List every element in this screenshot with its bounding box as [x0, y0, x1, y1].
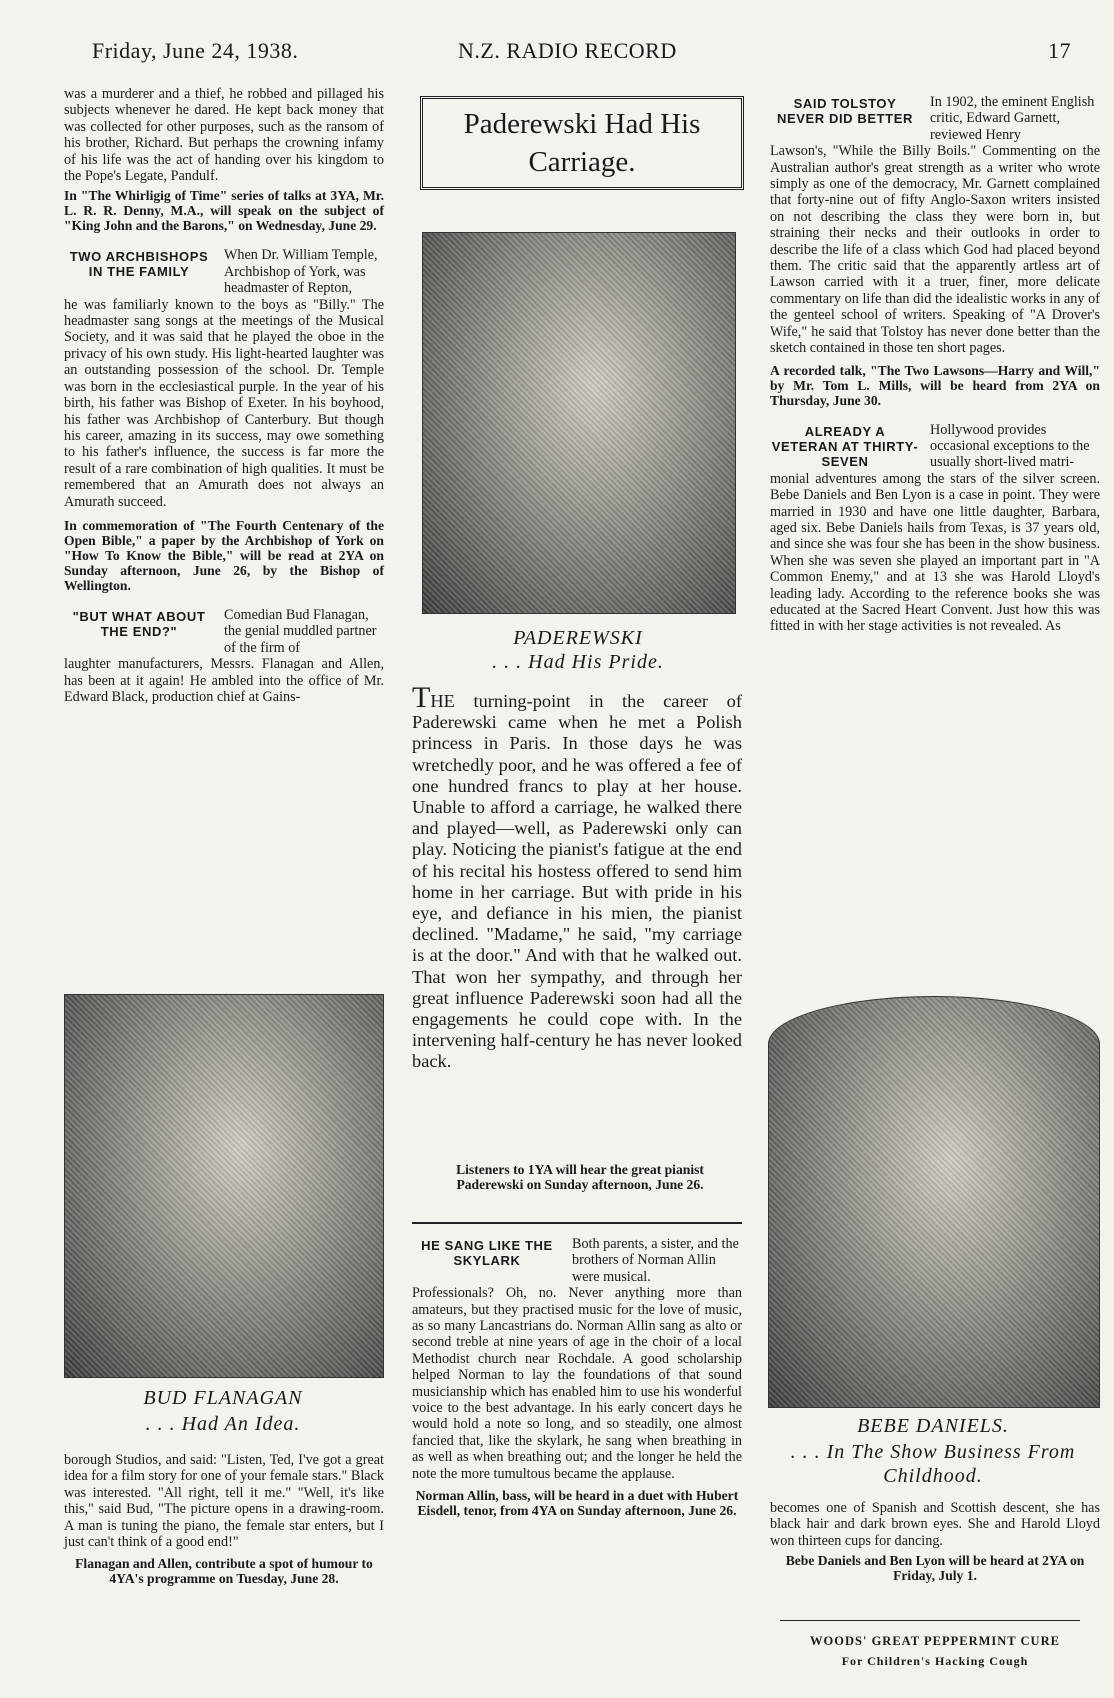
archbishops-section	[64, 247, 384, 296]
right-column-continued	[770, 1500, 1100, 1587]
skylark-body: Professionals? Oh, no. Never anything more than amateurs, but they practised music for the love of music, as so many Lancastrians do. Norman Allin sang as alto or second treble at nine years of age in the choir of a local Methodist church near Rochdale. A good scholarship helped Norman to lay the foundations of that sound musicianship which has enabled him to use his wonderful voice to the best advantage. In his early concert days he would hold a note so long, and so steadily, one almost fancied that, like the skylark, he sang when breathing in as well as when breathing out; and the longer he held the note the more tumultous became the applause.	[412, 1285, 742, 1482]
paderewski-photo	[422, 232, 736, 614]
right-divider-rule	[780, 1620, 1080, 1621]
page-number: 17	[1048, 38, 1071, 63]
tolstoy-body: Lawson's, "While the Billy Boils." Commenting on the Australian author's great strength as a writer who wrote simply as one of the democracy, Mr. Garnett complained that forty-nine out of fifty Anglo-Saxon writers insisted on not describing the class they were born in, but straining their necks and their outlooks in order to describe the life of a class which God had placed beyond them. The critic said that the apparently artless art of Lawson carried with it a truer, finer, more delicate commentary on life than did the idealistic works in any of the genteel school of writers. Speaking of "A Drover's Wife," he said that Tolstoy has never done better than the sketch contained in those ten short pages.	[770, 143, 1100, 357]
skylark-note: Norman Allin, bass, will be heard in a duet with Hubert Eisdell, tenor, from 4YA on Sunday afternoon, June 26.	[415, 1488, 739, 1519]
archbishops-lead: When Dr. William Temple, Archbishop of York, was headmaster of Repton,	[224, 247, 378, 297]
bebe-note: Bebe Daniels and Ben Lyon will be heard at 2YA on Friday, July 1.	[785, 1553, 1085, 1584]
paderewski-story	[412, 681, 742, 1077]
bebe-daniels-photo	[768, 996, 1100, 1408]
veteran-body: monial adventures among the stars of the silver screen. Bebe Daniels and Ben Lyon is a case in point. They were married in 1930 and have one little daughter, Barbara, aged six. Bebe Daniels hails from Texas, is 37 years old, and since she was four she has been in the show business. When she was seven she played an important part in "A Common Enemy," and at 13 she was Harold Lloyd's leading lady. According to the reference books she was educated at the Sacred Heart Convent. Just how this was fitted in with her stage activities is not revealed. As	[770, 470, 1100, 635]
paderewski-note: Listeners to 1YA will hear the great pianist Paderewski on Sunday afternoon, June 26.	[456, 1162, 704, 1192]
tolstoy-heading: SAID TOLSTOY NEVER DID BETTER	[776, 96, 913, 126]
flanagan-continued: borough Studios, and said: "Listen, Ted, I've got a great idea for a film story for one of your female stars." Black was interested. "All right, tell it me." "Well, it's like this," said Bud, "The picture opens in a drawing-room. A man is tuning the piano, the female star enters, but I just can't think of a good end!"	[64, 1452, 384, 1551]
bud-flanagan-photo	[64, 994, 384, 1378]
left-column	[64, 86, 384, 709]
but-what-section	[64, 607, 384, 656]
skylark-lead: Both parents, a sister, and the brothers of Norman Allin were musical.	[572, 1236, 739, 1285]
archbishops-note: In commemoration of "The Fourth Centenary of the Open Bible," a paper by the Archbishop of York on "How To Know the Bible," will be read at 2YA on Sunday afternoon, June 26, by the Bishop of Wellington.	[64, 517, 384, 593]
but-what-body: laughter manufacturers, Messrs. Flanagan and Allen, has been at it again! He ambled into the office of Mr. Edward Black, production chief at Gains-	[64, 656, 384, 705]
bebe-daniels-caption-sub: . . . In The Show Business From Childhood.	[790, 1441, 1076, 1487]
veteran-heading: ALREADY A VETERAN AT THIRTY-SEVEN	[771, 423, 919, 469]
bud-flanagan-caption-name: BUD FLANAGAN	[143, 1387, 303, 1409]
dropcap-letter: T	[412, 681, 431, 714]
tolstoy-note: A recorded talk, "The Two Lawsons—Harry and Will," by Mr. Tom L. Mills, will be heard from 2YA on Thursday, June 30.	[770, 362, 1100, 408]
but-what-lead: Comedian Bud Flanagan, the genial muddled partner of the firm of	[224, 606, 377, 656]
tolstoy-lead: In 1902, the eminent English critic, Edward Garnett, reviewed Henry	[930, 94, 1095, 143]
issue-date: Friday, June 24, 1938.	[92, 38, 299, 63]
flanagan-note: Flanagan and Allen, contribute a spot of humour to 4YA's programme on Tuesday, June 28.	[75, 1556, 373, 1587]
right-column	[770, 94, 1100, 639]
bebe-continued: becomes one of Spanish and Scottish descent, she has black hair and dark brown eyes. She and Harold Lloyd won thirteen cups for dancing.	[770, 1500, 1100, 1549]
intro-paragraph: was a murderer and a thief, he robbed and pillaged his subjects whenever he dared. He kept back money that was collected for other purposes, such as the ransom of his brother, Richard. But perhaps the crowning infamy of his life was the act of handing over his kingdom to the Pope's Legate, Pandulf.	[64, 86, 384, 185]
skylark-section	[412, 1228, 742, 1522]
archbishops-heading: TWO ARCHBISHOPS IN THE FAMILY	[69, 249, 209, 280]
paderewski-caption-name: PADEREWSKI	[513, 627, 643, 649]
skylark-heading: HE SANG LIKE THE SKYLARK	[421, 1238, 553, 1268]
bud-flanagan-caption-sub: . . . Had An Idea.	[145, 1413, 301, 1435]
but-what-heading: "BUT WHAT ABOUT THE END?"	[72, 608, 206, 639]
peppermint-ad-line1: WOODS' GREAT PEPPERMINT CURE	[810, 1634, 1060, 1648]
paderewski-caption-sub: . . . Had His Pride.	[492, 651, 664, 673]
paderewski-story-text: HE turning-point in the career of Paderewski came when he met a Polish princess in Paris. In those days he was wretchedly poor, and he was offered a fee of one hundred francs to play at her house. Unable to afford a carriage, he walked there and played—well, as Paderewski only can play. Noticing the pianist's fatigue at the end of his recital his hostess offered to send him home in her carriage. But with pride in his eye, and defiance in his mien, the pianist declined. "Madame," he said, "my carriage is at the door." And with that he walked out. That won her sympathy, and through her great influence Paderewski soon had all the engagements he could cope with. In the intervening half-century he has never looked back.	[412, 691, 742, 1072]
publication-title: N.Z. RADIO RECORD	[458, 38, 677, 63]
archbishops-body: he was familiarly known to the boys as "Billy." The headmaster sang songs at the meetings of the Musical Society, and it was said that he played the oboe in the privacy of his own study. His light-hearted laughter was an outstanding possession of the school. Dr. Temple was born in the ecclesiastical purple. In the year of his birth, his father was Bishop of Exeter. In his boyhood, his father was Archbishop of Canterbury. But though his career, amazing in its success, may owe something to his father's influence, the success is far more the result of a rare combination of high qualities. It must be remembered that an Amurath does not always an Amurath succeed.	[64, 296, 384, 510]
peppermint-ad-line2: For Children's Hacking Cough	[841, 1654, 1029, 1668]
bebe-daniels-caption-name: BEBE DANIELS.	[857, 1415, 1009, 1437]
whirligig-note: In "The Whirligig of Time" series of talks at 3YA, Mr. L. R. R. Denny, M.A., will speak on the subject of "King John and the Barons," on Wednesday, June 29.	[64, 188, 384, 234]
middle-divider-rule	[412, 1222, 742, 1224]
left-column-continued	[64, 1452, 384, 1590]
veteran-lead: Hollywood provides occasional exceptions to the usually short-lived matri-	[930, 421, 1090, 471]
paderewski-title: Paderewski Had His Carriage.	[420, 96, 744, 190]
